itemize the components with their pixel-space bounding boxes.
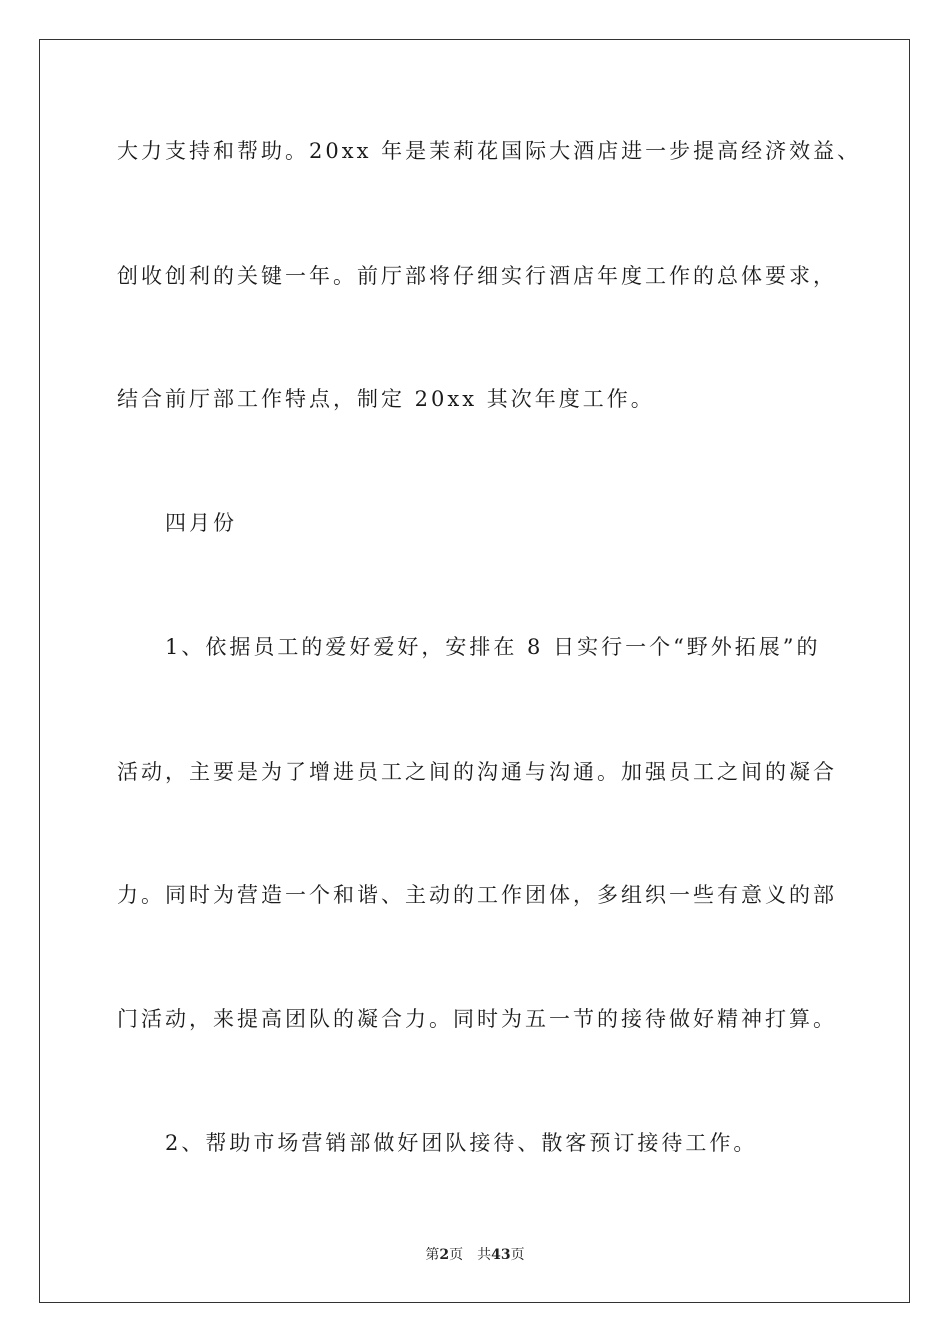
footer-page-prefix: 第 (425, 1247, 440, 1263)
text-line-7: 门活动，来提高团队的凝合力。同时为五一节的接待做好精神打算。 (117, 1007, 837, 1031)
footer-page-suffix: 页 (449, 1247, 464, 1263)
section-heading-april: 四月份 (165, 511, 237, 535)
footer-total-suffix: 页 (510, 1247, 525, 1263)
text-line-3: 结合前厅部工作特点，制定 20xx 其次年度工作。 (117, 387, 655, 411)
page-border (39, 39, 910, 1303)
text-line-item-1: 1、依据员工的爱好爱好，安排在 8 日实行一个“野外拓展”的 (165, 635, 821, 659)
text-line-1: 大力支持和帮助。20xx 年是茉莉花国际大酒店进一步提高经济效益、 (117, 139, 862, 163)
text-line-2: 创收创利的关键一年。前厅部将仔细实行酒店年度工作的总体要求， (117, 264, 837, 288)
page-footer (0, 1244, 950, 1264)
footer-page-current: 2 (439, 1247, 450, 1263)
text-line-item-2: 2、帮助市场营销部做好团队接待、散客预订接待工作。 (165, 1131, 758, 1155)
footer-page-total: 43 (491, 1247, 511, 1263)
text-line-5: 活动，主要是为了增进员工之间的沟通与沟通。加强员工之间的凝合 (117, 760, 837, 784)
text-line-6: 力。同时为营造一个和谐、主动的工作团体，多组织一些有意义的部 (117, 883, 837, 907)
footer-total-prefix: 共 (477, 1247, 492, 1263)
